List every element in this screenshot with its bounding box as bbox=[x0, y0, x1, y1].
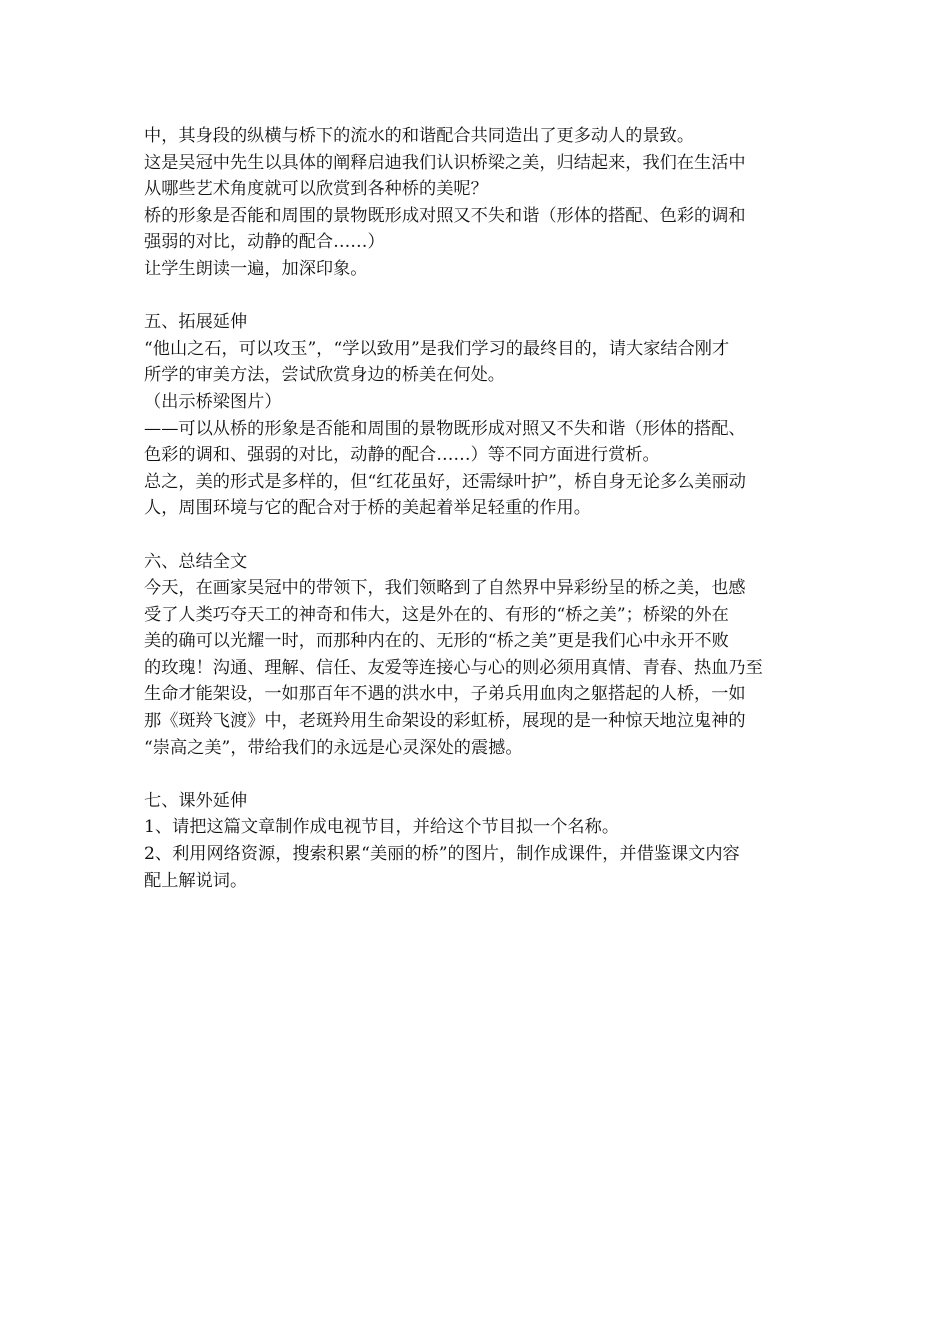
text-line: （出示桥梁图片） bbox=[144, 391, 282, 412]
paragraph-spacer bbox=[144, 761, 812, 788]
text-line: “崇高之美”，带给我们的永远是心灵深处的震撼。 bbox=[144, 737, 523, 758]
section-heading: 六、总结全文 bbox=[144, 551, 248, 572]
text-line: 2、利用网络资源，搜索积累“美丽的桥”的图片，制作成课件，并借鉴课文内容 bbox=[144, 844, 740, 865]
text-line: 今天，在画家吴冠中的带领下，我们领略到了自然界中异彩纷呈的桥之美，也感 bbox=[144, 578, 746, 599]
text-line: ——可以从桥的形象是否能和周围的景物既形成对照又不失和谐（形体的搭配、 bbox=[144, 418, 746, 439]
paragraph-spacer bbox=[144, 522, 812, 549]
text-line: 所学的审美方法，尝试欣赏身边的桥美在何处。 bbox=[144, 365, 505, 386]
text-line: 美的确可以光耀一时，而那种内在的、无形的“桥之美”更是我们心中永开不败 bbox=[144, 631, 729, 652]
document-page bbox=[144, 123, 812, 894]
text-line: 中，其身段的纵横与桥下的流水的和谐配合共同造出了更多动人的景致。 bbox=[144, 126, 695, 146]
text-line: 1、请把这篇文章制作成电视节目，并给这个节目拟一个名称。 bbox=[144, 817, 620, 838]
text-line: 色彩的调和、强弱的对比，动静的配合……）等不同方面进行赏析。 bbox=[144, 445, 660, 466]
section-summary bbox=[144, 549, 812, 762]
text-line: 受了人类巧夺天工的神奇和伟大，这是外在的、有形的“桥之美”；桥梁的外在 bbox=[144, 604, 729, 625]
text-line: 配上解说词。 bbox=[144, 870, 248, 891]
text-line: 让学生朗读一遍，加深印象。 bbox=[144, 258, 368, 279]
paragraph-spacer bbox=[144, 283, 812, 310]
section-extension bbox=[144, 309, 812, 522]
text-line: 的玫瑰！沟通、理解、信任、友爱等连接心与心的则必须用真情、青春、热血乃至 bbox=[144, 657, 763, 678]
text-line: 那《斑羚飞渡》中，老斑羚用生命架设的彩虹桥，展现的是一种惊天地泣鬼神的 bbox=[144, 711, 746, 732]
section-heading: 七、课外延伸 bbox=[144, 790, 248, 811]
text-line: 桥的形象是否能和周围的景物既形成对照又不失和谐（形体的搭配、色彩的调和 bbox=[144, 205, 746, 226]
intro-paragraphs bbox=[144, 123, 812, 283]
text-line: 这是吴冠中先生以具体的阐释启迪我们认识桥梁之美，归结起来，我们在生活中 bbox=[144, 152, 746, 173]
section-heading: 五、拓展延伸 bbox=[144, 312, 248, 333]
text-line: 强弱的对比，动静的配合……） bbox=[144, 232, 385, 253]
text-line: 从哪些艺术角度就可以欣赏到各种桥的美呢？ bbox=[144, 179, 488, 200]
text-line: 总之，美的形式是多样的，但“红花虽好，还需绿叶护”，桥自身无论多么美丽动 bbox=[144, 471, 746, 492]
text-line: 生命才能架设，一如那百年不遇的洪水中，子弟兵用血肉之躯搭起的人桥，一如 bbox=[144, 684, 746, 705]
text-line: 人，周围环境与它的配合对于桥的美起着举足轻重的作用。 bbox=[144, 498, 591, 519]
text-line: “他山之石，可以攻玉”，“学以致用”是我们学习的最终目的，请大家结合刚才 bbox=[144, 338, 730, 359]
section-homework bbox=[144, 788, 812, 894]
